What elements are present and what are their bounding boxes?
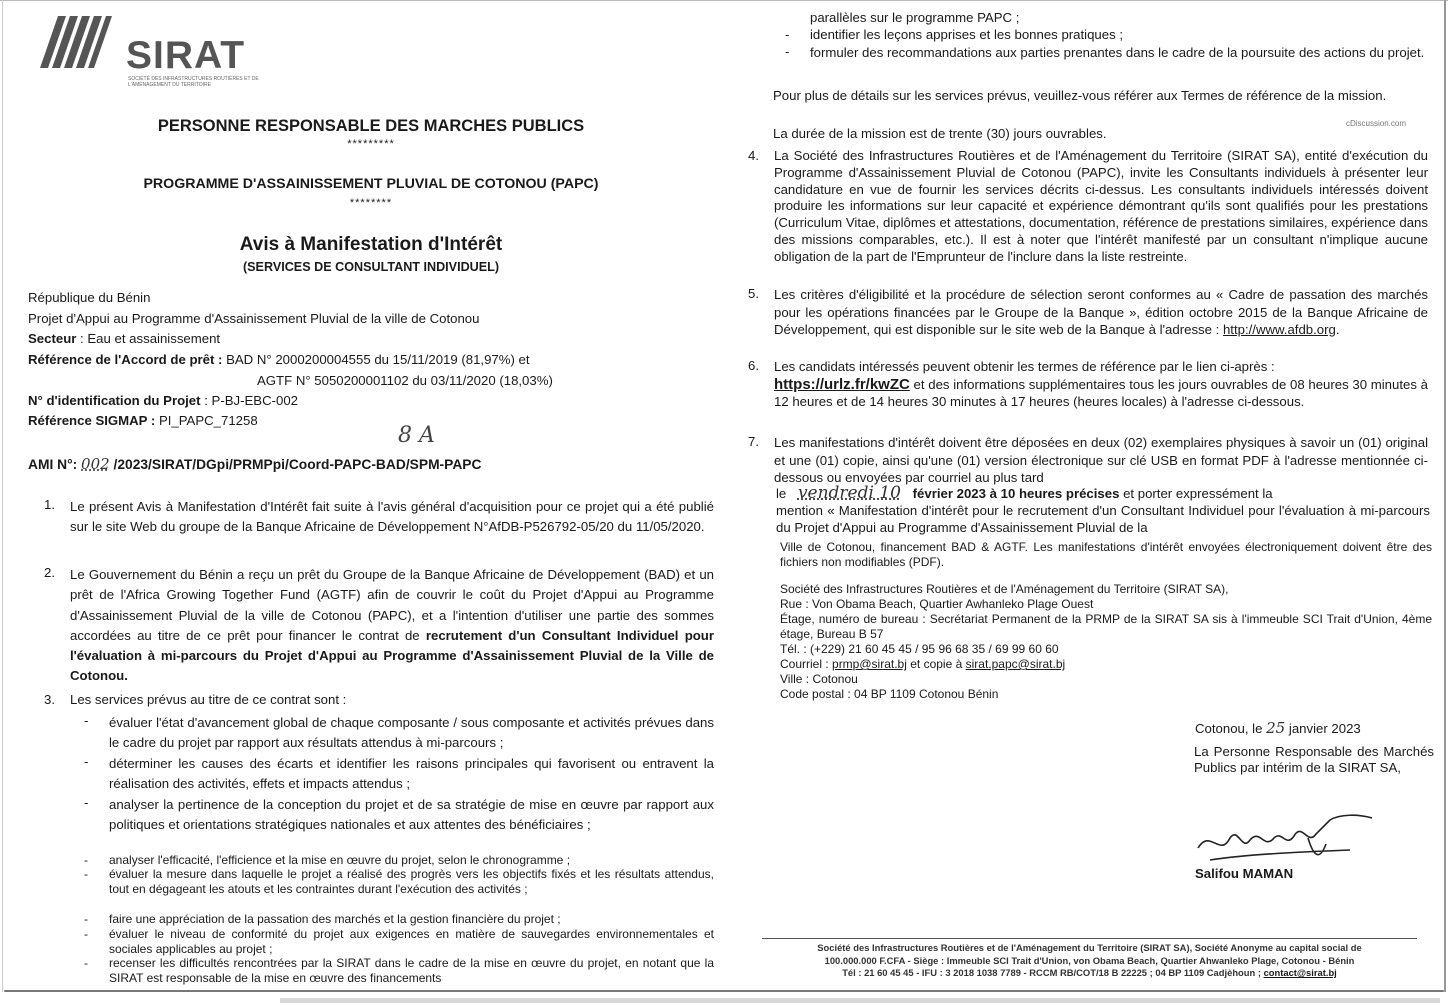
address-phone: Tél. : (+229) 21 60 45 45 / 95 96 68 35 / 69 99 60 60	[780, 642, 1059, 656]
paragraph-number: 5.	[748, 286, 759, 301]
paragraph-number: 2.	[44, 565, 55, 580]
date-suffix: janvier 2023	[1285, 721, 1361, 736]
deadline-after: et porter expressément la	[1119, 486, 1273, 501]
signatory-title: La Personne Responsable des Marchés Publics par intérim de la SIRAT SA,	[1194, 744, 1434, 775]
list-item-text: recenser les difficultés rencontrées par la SIRAT dans le cadre de la mise en œuvre du projet, en notant que la SIRAT est responsable de la mise en œuvre des financements	[109, 956, 714, 985]
paragraph-text	[774, 358, 1428, 411]
list-item-text: évaluer le niveau de conformité du projet aux exigences en matière de sauvegardes environnementales et sociales applicables au projet ;	[109, 927, 714, 956]
bullet-dash: -	[785, 44, 790, 59]
secteur-value: : Eau et assainissement	[76, 331, 221, 346]
project-id-label: N° d'identification du Projet	[28, 393, 201, 408]
bullet-dash: -	[84, 867, 88, 881]
address-postal: Code postal : 04 BP 1109 Cotonou Bénin	[780, 687, 999, 701]
document-subtitle: (SERVICES DE CONSULTANT INDIVIDUEL)	[242, 260, 500, 274]
page-border-bottom	[4, 990, 1444, 992]
bullet-dash: -	[84, 795, 89, 810]
footer-line-2: 100.000.000 F.CFA - Siège : Immeuble SCI Trait d'Union, von Obama Beach, Quartier Ahwanleko Plage, Cotonou - Bénin	[824, 954, 1355, 966]
list-item-text: analyser l'efficacité, l'efficience et la mise en œuvre du projet, selon le chronogramme ;	[109, 853, 571, 867]
paragraph-7-mention: mention « Manifestation d'intérêt pour le recrutement d'un Consultant Individuel pour l'évaluation à mi-parcours du Projet d'Appui au Programme d'Assainissement Pluvial de la	[776, 503, 1430, 535]
reference-value-1: BAD N° 2000200004555 du 15/11/2019 (81,97%) et	[222, 352, 530, 367]
signature-icon	[1190, 808, 1380, 868]
document-title: Avis à Manifestation d'Intérêt	[239, 234, 503, 255]
paragraph-text-regular: et des informations supplémentaires tous les jours ouvrables de 08 heures 30 minutes à 12 heures et de 14 heures 30 minutes à 17 heures (heures locales) à l'adresse ci-dessous.	[774, 376, 1428, 409]
heading-papc: PROGRAMME D'ASSAINISSEMENT PLUVIAL DE COTONOU (PAPC)	[143, 176, 599, 192]
secteur-label: Secteur	[28, 331, 77, 346]
paragraph-number: 7.	[748, 434, 759, 449]
handwritten-deadline-day: vendredi 10	[797, 483, 901, 503]
list-item-text: analyser la pertinence de la conception du projet et de sa stratégie de mise en œuvre par rapport aux politiques et orientations stratégiques nationales et aux attentes des bénéficiaires ;	[109, 797, 714, 832]
list-item-text: déterminer les causes des écarts et identifier les raisons principales qui favorisent ou entravent la réalisation des activités, effets et impacts attendus ;	[109, 756, 714, 791]
logo-subtitle: SOCIÉTÉ DES INFRASTRUCTURES ROUTIÈRES ET DE L'AMÉNAGEMENT DU TERRITOIRE	[128, 76, 259, 88]
list-item-text: évaluer l'état d'avancement global de chaque composante / sous composante et activités prévues dans le cadre du projet par rapport aux résultats attendus à mi-parcours ;	[109, 715, 714, 750]
deadline-line	[776, 485, 1273, 502]
sigmap-value: PI_PAPC_71258	[155, 413, 258, 428]
paragraph-text: Les services prévus au titre de ce contrat sont :	[70, 692, 347, 707]
signatory-name: Salifou MAMAN	[1195, 866, 1294, 881]
paragraph-text-regular: Les candidats intéressés peuvent obtenir les termes de référence par le lien ci-après :	[774, 359, 1275, 374]
info-sigmap	[28, 413, 258, 429]
logo-name: SIRAT	[126, 34, 246, 77]
ami-label: AMI N°:	[28, 457, 78, 472]
bullet-dash: -	[785, 27, 790, 42]
paragraph-text-end: .	[1335, 322, 1340, 337]
list-item-text: identifier les leçons apprises et les bonnes pratiques ;	[810, 27, 1124, 42]
bullet-dash: -	[84, 927, 88, 941]
ami-number	[28, 456, 481, 473]
paragraph-text-regular: Le Gouvernement du Bénin a reçu un prêt du Groupe de la Banque Africaine de Développement (BAD) et un prêt de l'Africa Growing Together Fund (AGTF) afin de couvrir le coût du Projet d'Appui au Programme d'Assainissement Pluvial de la ville de Cotonou (PAPC), et a l'intention d'utiliser une partie des sommes accordées au titre de ce prêt pour financer le contrat de	[70, 567, 714, 643]
page-footer	[762, 938, 1417, 980]
paragraph-number: 4.	[748, 148, 759, 163]
info-reference	[28, 352, 530, 368]
deadline-date: février 2023 à 10 heures précises	[912, 486, 1120, 501]
watermark: cDiscussion.com	[1346, 119, 1407, 128]
date-prefix: Cotonou, le	[1195, 721, 1267, 736]
list-item-text: faire une appréciation de la passation des marchés et la gestion financière du projet ;	[109, 912, 561, 926]
address-email	[780, 657, 1432, 672]
paragraph-text: Le présent Avis à Manifestation d'Intérêt fait suite à l'avis général d'acquisition pour ce projet qui a été publié sur le site Web du groupe de la Banque Africaine de Développement N°AfDB-P526792-05/20 du 11/05/2020.	[70, 499, 714, 534]
address-street: Rue : Von Obama Beach, Quartier Awhanleko Plage Ouest	[780, 597, 1094, 611]
paragraph-number: 1.	[44, 497, 55, 512]
papc-email-link[interactable]: sirat.papc@sirat.bj	[965, 657, 1066, 671]
address-city: Ville : Cotonou	[780, 672, 858, 686]
bullet-dash: -	[84, 956, 88, 970]
afdb-link[interactable]: http://www.afdb.org	[1222, 322, 1336, 337]
separator-stars: *********	[347, 138, 395, 150]
page-border-top	[0, 0, 1448, 1]
reference-label: Référence de l'Accord de prêt :	[28, 352, 223, 367]
bullet-dash: -	[84, 754, 89, 769]
list-item-text: évaluer la mesure dans laquelle le projet a réalisé des progrès vers les objectifs fixés et les résultats attendus, tout en dégageant les atouts et les contraintes durant l'exécution des activités ;	[109, 867, 714, 896]
reference-value-2: AGTF N° 5050200001102 du 03/11/2020 (18,03%)	[257, 373, 553, 388]
ami-reference: /2023/SIRAT/DGpi/PRMPpi/Coord-PAPC-BAD/SPM-PAPC	[109, 457, 482, 472]
info-secteur	[28, 331, 220, 347]
project-id-value: : P-BJ-EBC-002	[200, 393, 299, 408]
paragraph-text: La Société des Infrastructures Routières et de l'Aménagement du Territoire (SIRAT SA), entité d'exécution du Programme d'Assainissement Pluvial de Cotonou (PAPC), invite les Consultants individuels à présenter leur candidature en vue de fournir les services décrits ci-dessus. Les consultants individuels intéressés doivent produire les informations sur leur capacité et expérience démontrant qu'ils sont qualifiés pour les prestations (Curriculum Vitae, diplômes et attestations, documentation, référence de prestations similaires, expérience dans des missions comparables, etc.). Il est à noter que l'intérêt manifesté par un consultant n'implique aucune obligation de la part de l'Emprunteur de l'inclure dans la liste restreinte.	[774, 148, 1428, 264]
signature-date	[1195, 720, 1361, 737]
bullet-dash: -	[84, 912, 88, 926]
more-details-text: Pour plus de détails sur les services prévus, veuillez-vous référer aux Termes de référence de la mission.	[773, 88, 1387, 103]
address-company: Société des Infrastructures Routières et de l'Aménagement du Territoire (SIRAT SA),	[780, 582, 1229, 596]
paragraph-7-electronic: Ville de Cotonou, financement BAD & AGTF. Les manifestations d'intérêt envoyées électroniquement doivent être des fichiers non modifiables (PDF).	[780, 540, 1432, 569]
paragraph-number: 6.	[748, 358, 759, 373]
bullet-dash: -	[84, 713, 89, 728]
info-project: Projet d'Appui au Programme d'Assainissement Pluvial de la ville de Cotonou	[28, 311, 480, 326]
scan-shadow	[280, 998, 1440, 1003]
address-office: Étage, numéro de bureau : Secrétariat Permanent de la PRMP de la SIRAT SA sis à l'immeuble SCI Trait d'Union, 4ème étage, Bureau B 57	[780, 612, 1432, 641]
email-mid: et copie à	[906, 657, 966, 671]
paragraph-text	[774, 286, 1428, 339]
mission-duration: La durée de la mission est de trente (30) jours ouvrables.	[773, 126, 1107, 141]
footer-line-1: Société des Infrastructures Routières et de l'Aménagement du Territoire (SIRAT SA), Société Anonyme au capital social de	[817, 942, 1362, 953]
page-border-left	[2, 0, 3, 992]
bullet-dash: -	[84, 853, 88, 867]
handwritten-annotation: 8 A	[398, 423, 435, 448]
paragraph-text-regular: Les manifestations d'intérêt doivent être déposées en deux (02) exemplaires physiques à savoir un (01) original et une (01) copie, ainsi qu'une (01) version électronique sur clé USB en format PDF à l'adresse mentionnée ci-dessous ou envoyées par courriel au plus tard	[774, 435, 1428, 486]
info-project-id	[28, 393, 298, 409]
list-item-continued: parallèles sur le programme PAPC ;	[810, 10, 1020, 25]
ami-handwritten-number: 002	[81, 455, 110, 473]
footer-line-3-text: Tél : 21 60 45 45 - IFU : 3 2018 1038 7789 - RCCM RB/COT/18 B 22225 ; 04 BP 1109 Cadjèhoun ;	[842, 967, 1264, 978]
page-border-right	[1444, 0, 1446, 992]
heading-prmp: PERSONNE RESPONSABLE DES MARCHES PUBLICS	[157, 117, 585, 135]
info-republic: République du Bénin	[28, 290, 151, 305]
address-block	[780, 582, 1432, 702]
paragraph-text-regular: Les critères d'éligibilité et la procédure de sélection seront conformes au « Cadre de passation des marchés pour les opérations financées par le Groupe de la Banque », édition octobre 2015 de la Banque Africaine de Développement, qui est disponible sur le site web de la Banque à l'adresse :	[774, 287, 1428, 337]
deadline-le: le	[776, 486, 787, 501]
contact-email-link[interactable]: contact@sirat.bj	[1263, 967, 1337, 978]
prmp-email-link[interactable]: prmp@sirat.bj	[832, 657, 907, 671]
terms-link[interactable]: https://urlz.fr/kwZC	[774, 375, 910, 393]
paragraph-text	[774, 434, 1428, 487]
sirat-logo-icon	[36, 14, 126, 84]
sirat-logo	[36, 14, 276, 94]
separator-stars: ********	[349, 197, 393, 209]
list-item-text: formuler des recommandations aux parties prenantes dans le cadre de la poursuite des actions du projet.	[810, 45, 1425, 60]
footer-line-3	[762, 967, 1417, 980]
paragraph-number: 3.	[44, 692, 55, 707]
handwritten-date-day: 25	[1266, 719, 1286, 737]
paragraph-text-bold: recrutement d'un Consultant Individuel pour l'évaluation à mi-parcours du Projet d'Appui au Programme d'Assainissement Pluvial de la Ville de Cotonou.	[70, 627, 714, 684]
email-label: Courriel :	[780, 657, 833, 671]
sigmap-label: Référence SIGMAP :	[28, 413, 156, 428]
paragraph-text	[70, 565, 714, 687]
